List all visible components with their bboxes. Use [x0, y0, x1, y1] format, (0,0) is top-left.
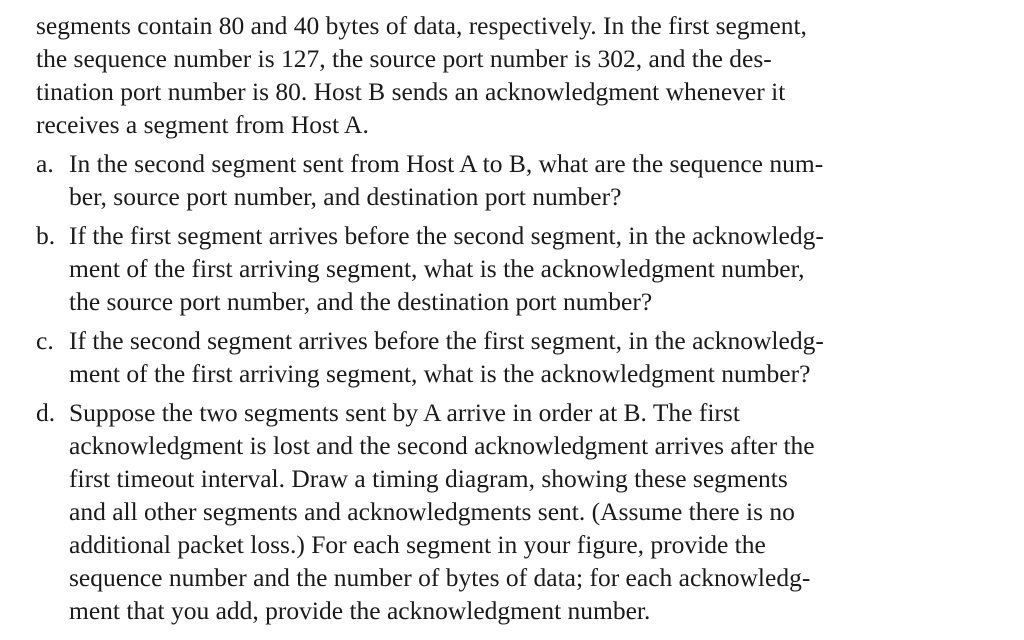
- question-item-b: [36, 219, 1004, 318]
- question-item-c: [36, 324, 1004, 390]
- text-line: and all other segments and acknowledgments sent. (Assume there is no: [69, 497, 795, 526]
- item-marker: d.: [36, 398, 56, 427]
- text-line: the source port number, and the destination port number?: [69, 287, 653, 316]
- text-line: additional packet loss.) For each segment in your figure, provide the: [69, 530, 766, 559]
- text-line: first timeout interval. Draw a timing diagram, showing these segments: [69, 464, 788, 493]
- text-line: ment that you add, provide the acknowledgment number.: [69, 596, 651, 625]
- text-line: receives a segment from Host A.: [36, 110, 369, 139]
- text-line: Suppose the two segments sent by A arrive in order at B. The first: [69, 398, 740, 427]
- text-line: ber, source port number, and destination port number?: [69, 182, 622, 211]
- text-line: In the second segment sent from Host A to B, what are the sequence num-: [69, 149, 824, 178]
- text-line: ment of the first arriving segment, what is the acknowledgment number?: [69, 359, 811, 388]
- text-line: If the second segment arrives before the first segment, in the acknowledg-: [69, 326, 824, 355]
- text-line: the sequence number is 127, the source port number is 302, and the des-: [36, 44, 772, 73]
- text-line: sequence number and the number of bytes of data; for each acknowledg-: [69, 563, 811, 592]
- item-marker: c.: [36, 326, 54, 355]
- text-line: segments contain 80 and 40 bytes of data, respectively. In the first segment,: [36, 11, 807, 40]
- text-line: tination port number is 80. Host B sends an acknowledgment whenever it: [36, 77, 786, 106]
- text-line: ment of the first arriving segment, what is the acknowledgment number,: [69, 254, 805, 283]
- intro-paragraph: [36, 0, 1004, 141]
- text-line: acknowledgment is lost and the second acknowledgment arrives after the: [69, 431, 815, 460]
- question-item-d: [36, 396, 1004, 627]
- question-item-a: [36, 147, 1004, 213]
- text-line: If the first segment arrives before the second segment, in the acknowledg-: [69, 221, 824, 250]
- item-marker: b.: [36, 221, 56, 250]
- item-marker: a.: [36, 149, 54, 178]
